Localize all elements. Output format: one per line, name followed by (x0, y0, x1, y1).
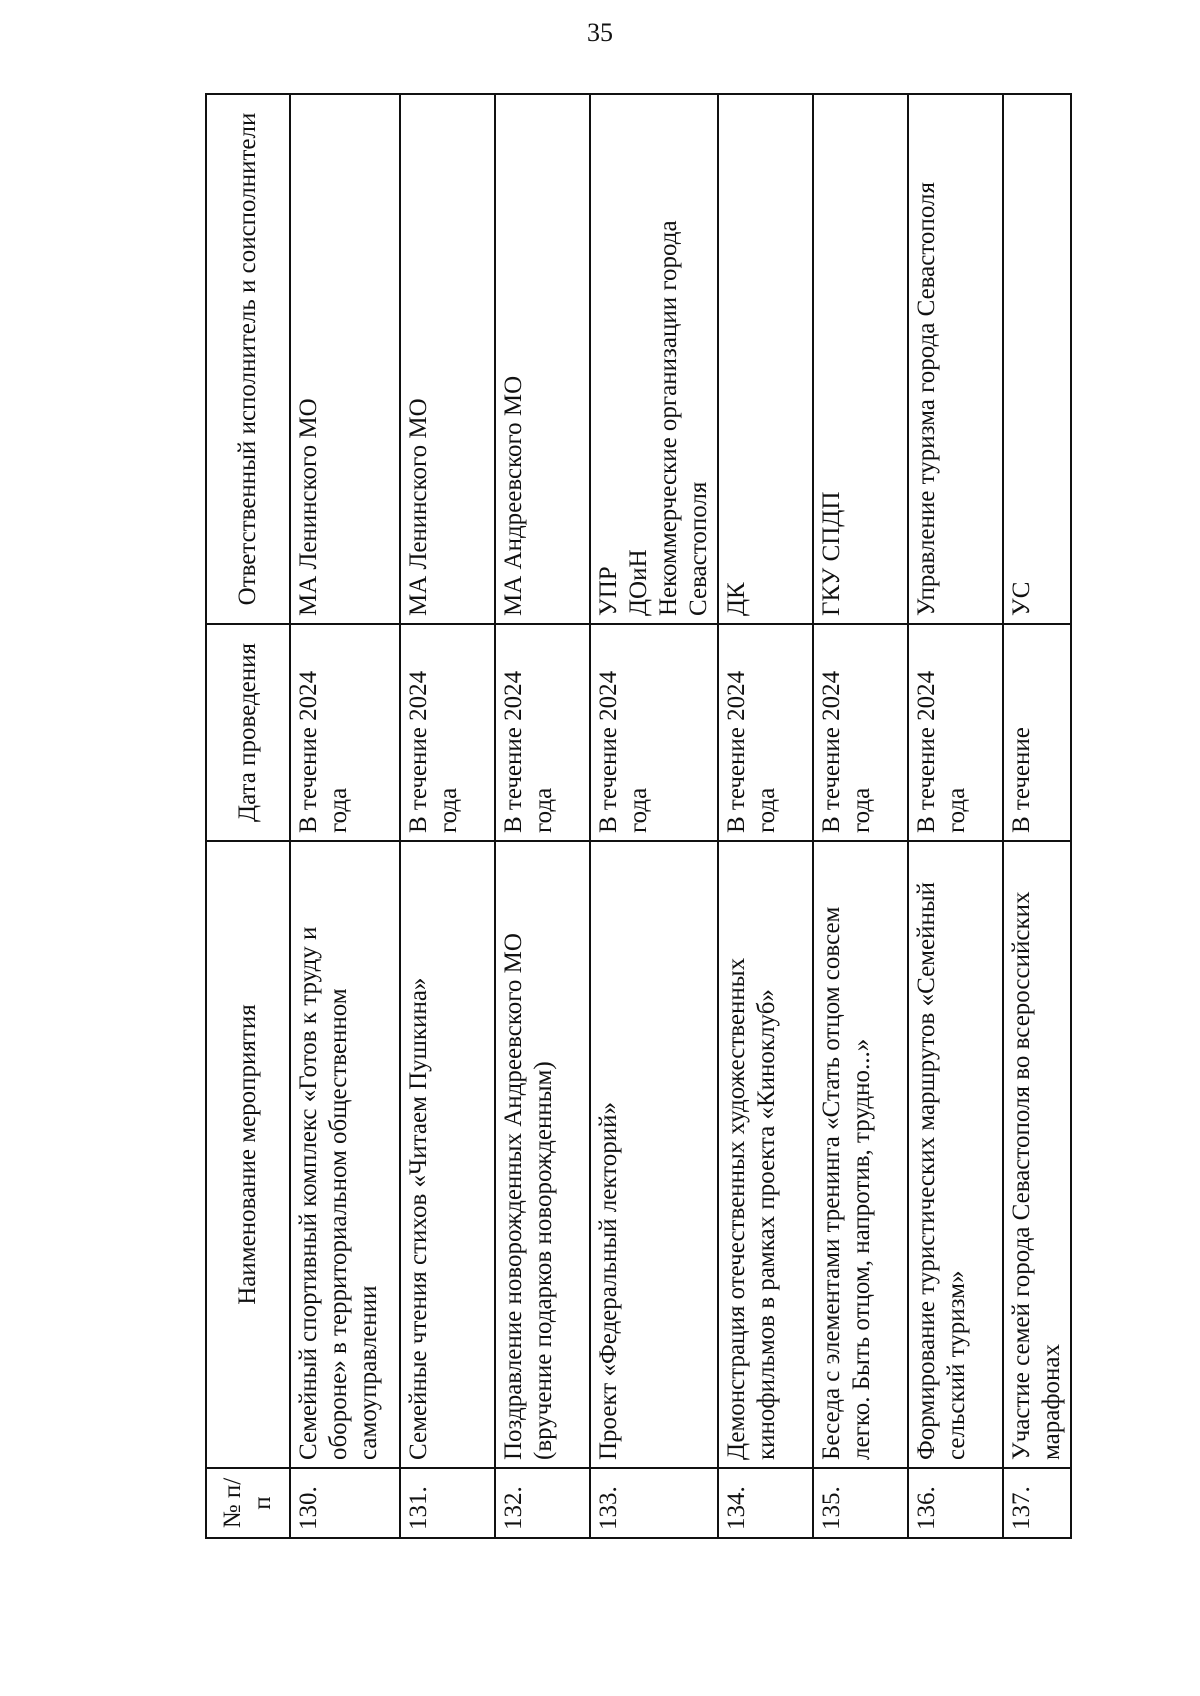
row-responsible (718, 94, 813, 624)
row-date: В течение (1003, 624, 1071, 841)
table-row (1003, 94, 1071, 1538)
header-num: № п/п (206, 1468, 290, 1538)
responsible-line: ДК (723, 582, 750, 616)
row-num: 136. (908, 1468, 1003, 1538)
row-responsible (495, 94, 590, 624)
table-row (400, 94, 495, 1538)
row-date: В течение 2024 года (718, 624, 813, 841)
row-num: 130. (290, 1468, 400, 1538)
responsible-line: ДОиН (625, 549, 652, 616)
table-row (718, 94, 813, 1538)
row-name: Демонстрация отечественных художественных кинофильмов в рамках проекта «Киноклуб» (718, 841, 813, 1468)
row-name: Поздравление новорожденных Андреевского МО (вручение подарков новорожденным) (495, 841, 590, 1468)
row-name: Беседа с элементами тренинга «Стать отцом совсем легко. Быть отцом, напротив, трудно...» (813, 841, 908, 1468)
row-num: 134. (718, 1468, 813, 1538)
responsible-line: Некоммерческие организации города Севастополя (655, 220, 712, 616)
row-responsible (908, 94, 1003, 624)
page-number: 35 (587, 18, 613, 47)
row-date: В течение 2024 года (908, 624, 1003, 841)
row-num: 137. (1003, 1468, 1071, 1538)
responsible-line: МА Андреевского МО (500, 375, 527, 616)
responsible-line: УПР (595, 566, 622, 616)
header-responsible: Ответственный исполнитель и соисполнители (206, 94, 290, 624)
table-row (590, 94, 718, 1538)
table-row (495, 94, 590, 1538)
row-responsible (590, 94, 718, 624)
row-name: Семейный спортивный комплекс «Готов к труду и обороне» в территориальном общественном самоуправлении (290, 841, 400, 1468)
table-row (290, 94, 400, 1538)
rotated-table-container (205, 95, 1065, 1539)
table-header-row (206, 94, 290, 1538)
row-responsible (813, 94, 908, 624)
responsible-line: МА Ленинского МО (405, 398, 432, 616)
responsible-line: УС (1008, 581, 1035, 616)
row-date: В течение 2024 года (590, 624, 718, 841)
responsible-line: МА Ленинского МО (295, 398, 322, 616)
row-num: 133. (590, 1468, 718, 1538)
table-row (813, 94, 908, 1538)
table-row (908, 94, 1003, 1538)
responsible-line: Управление туризма города Севастополя (913, 182, 940, 616)
responsible-line: ГКУ СПДП (818, 491, 845, 616)
row-num: 131. (400, 1468, 495, 1538)
table-frame (205, 95, 1065, 1539)
row-date: В течение 2024 года (400, 624, 495, 841)
row-name: Семейные чтения стихов «Читаем Пушкина» (400, 841, 495, 1468)
row-name: Участие семей города Севастополя во всероссийских марафонах (1003, 841, 1071, 1468)
row-date: В течение 2024 года (813, 624, 908, 841)
row-name: Формирование туристических маршрутов «Семейный сельский туризм» (908, 841, 1003, 1468)
row-name: Проект «Федеральный лекторий» (590, 841, 718, 1468)
row-responsible (290, 94, 400, 624)
row-num: 132. (495, 1468, 590, 1538)
events-table (205, 93, 1072, 1539)
header-name: Наименование мероприятия (206, 841, 290, 1468)
row-responsible (1003, 94, 1071, 624)
row-date: В течение 2024 года (290, 624, 400, 841)
row-num: 135. (813, 1468, 908, 1538)
row-responsible (400, 94, 495, 624)
header-date: Дата проведения (206, 624, 290, 841)
row-date: В течение 2024 года (495, 624, 590, 841)
